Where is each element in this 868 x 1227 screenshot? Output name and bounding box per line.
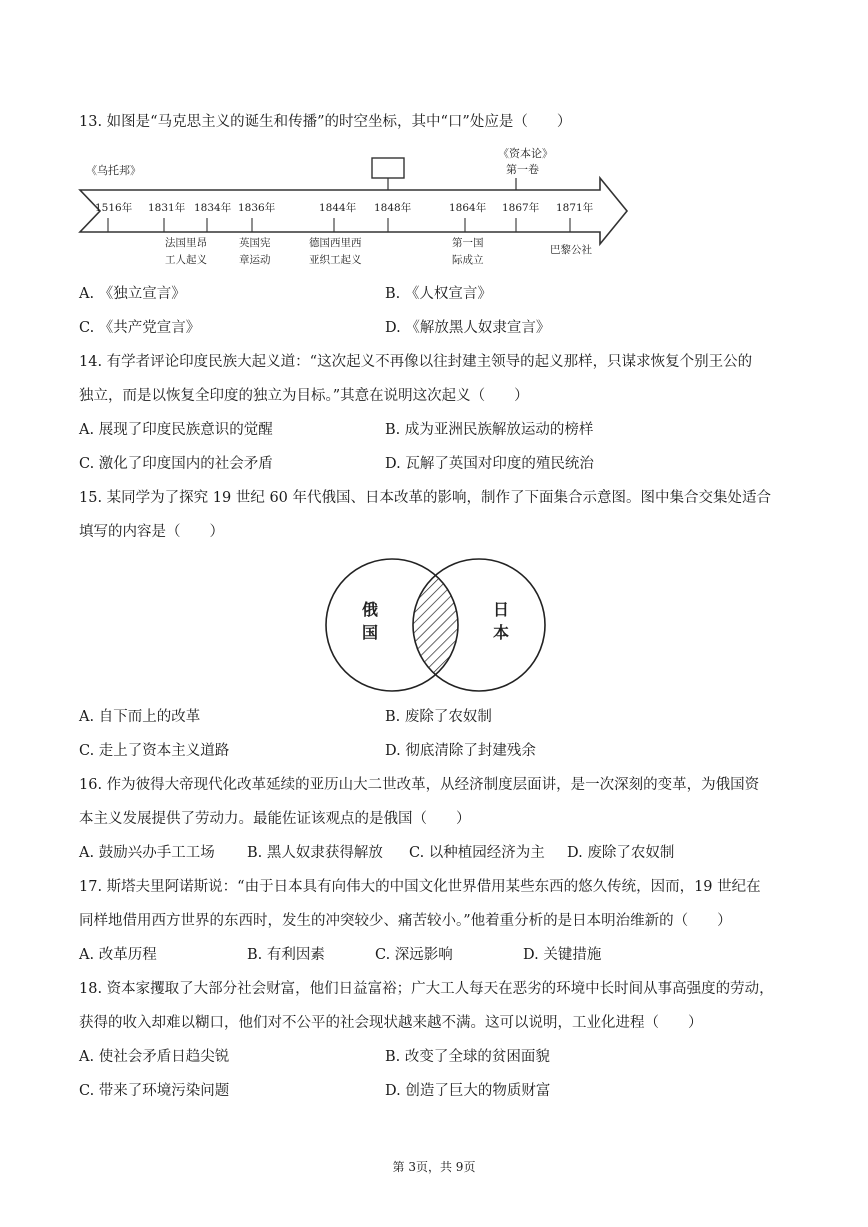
q14-stem-line1: 14. 有学者评论印度民族大起义道：“这次起义不再像以往封建主领导的起义那样，只谋求恢复个别王公的 — [79, 354, 753, 370]
q15-option-b[interactable]: B. 废除了农奴制 — [385, 709, 492, 725]
q18-stem-line1: 18. 资本家攫取了大部分社会财富，他们日益富裕；广大工人每天在恶劣的环境中长时间从事高强度的劳动， — [79, 981, 774, 997]
venn-label-russia-2: 国 — [362, 623, 379, 642]
q15-option-d[interactable]: D. 彻底清除了封建残余 — [385, 743, 536, 759]
timeline-year: 1871年 — [556, 202, 594, 214]
q14-option-d[interactable]: D. 瓦解了英国对印度的殖民统治 — [385, 456, 594, 472]
timeline-event: 工人起义 — [165, 254, 207, 266]
q15-option-a[interactable]: A. 自下而上的改革 — [79, 709, 201, 725]
timeline-label-capital-vol: 第一卷 — [506, 163, 539, 176]
timeline-label-utopia: 《乌托邦》 — [86, 164, 141, 177]
q16-option-d[interactable]: D. 废除了农奴制 — [567, 845, 675, 861]
q18-stem-line2: 获得的收入却难以糊口，他们对不公平的社会现状越来越不满。这可以说明，工业化进程（ ） — [79, 1015, 703, 1031]
q17-option-b[interactable]: B. 有利因素 — [247, 947, 325, 963]
q15-venn-diagram — [322, 556, 552, 696]
q13-option-d[interactable]: D. 《解放黑人奴隶宣言》 — [385, 320, 551, 336]
timeline-event: 英国宪 — [239, 237, 271, 249]
q18-option-c[interactable]: C. 带来了环境污染问题 — [79, 1083, 230, 1099]
q13-stem: 13. 如图是“马克思主义的诞生和传播”的时空坐标，其中“口”处应是（ ） — [79, 114, 572, 130]
q14-option-a[interactable]: A. 展现了印度民族意识的觉醒 — [79, 422, 273, 438]
page-footer: 第 3页，共 9页 — [392, 1160, 476, 1174]
q13-timeline — [78, 142, 630, 272]
q16-stem-line1: 16. 作为彼得大帝现代化改革延续的亚历山大二世改革，从经济制度层面讲，是一次深刻的变革，为俄国资 — [79, 777, 760, 793]
timeline-event: 法国里昂 — [165, 237, 207, 249]
timeline-year: 1516年 — [95, 202, 133, 214]
timeline-year: 1834年 — [194, 202, 232, 214]
timeline-event: 巴黎公社 — [550, 244, 592, 256]
timeline-event: 第一国 — [452, 237, 484, 249]
q16-option-a[interactable]: A. 鼓励兴办手工工场 — [79, 845, 215, 861]
timeline-event: 亚织工起义 — [309, 254, 362, 266]
venn-label-japan-1: 日 — [493, 600, 510, 619]
q17-stem-line1: 17. 斯塔夫里阿诺斯说：“由于日本具有向伟大的中国文化世界借用某些东西的悠久传统，因而，19 世纪在 — [79, 879, 761, 895]
q16-stem-line2: 本主义发展提供了劳动力。最能佐证该观点的是俄国（ ） — [79, 811, 471, 827]
q18-option-a[interactable]: A. 使社会矛盾日趋尖锐 — [79, 1049, 230, 1065]
q17-stem-line2: 同样地借用西方世界的东西时，发生的冲突较少、痛苦较小。”他着重分析的是日本明治维新的（ ） — [79, 913, 732, 929]
timeline-event: 德国西里西 — [309, 237, 362, 249]
q15-stem-line2: 填写的内容是（ ） — [79, 524, 224, 540]
q15-stem-line1: 15. 某同学为了探究 19 世纪 60 年代俄国、日本改革的影响，制作了下面集合示意图。图中集合交集处适合 — [79, 490, 772, 506]
q14-option-b[interactable]: B. 成为亚洲民族解放运动的榜样 — [385, 422, 594, 438]
q18-option-d[interactable]: D. 创造了巨大的物质财富 — [385, 1083, 551, 1099]
timeline-year: 1844年 — [319, 202, 357, 214]
q18-option-b[interactable]: B. 改变了全球的贫困面貌 — [385, 1049, 550, 1065]
timeline-year: 1836年 — [238, 202, 276, 214]
timeline-year: 1848年 — [374, 202, 412, 214]
q17-option-c[interactable]: C. 深远影响 — [375, 947, 453, 963]
q14-option-c[interactable]: C. 激化了印度国内的社会矛盾 — [79, 456, 273, 472]
timeline-blank-box — [372, 158, 404, 178]
q16-option-b[interactable]: B. 黑人奴隶获得解放 — [247, 845, 383, 861]
venn-label-russia-1: 俄 — [362, 600, 379, 619]
timeline-label-capital: 《资本论》 — [498, 147, 553, 160]
q13-option-b[interactable]: B. 《人权宣言》 — [385, 286, 492, 302]
timeline-year: 1867年 — [502, 202, 540, 214]
q17-option-a[interactable]: A. 改革历程 — [79, 947, 157, 963]
timeline-year: 1864年 — [449, 202, 487, 214]
q17-option-d[interactable]: D. 关键措施 — [523, 947, 602, 963]
timeline-event: 章运动 — [239, 254, 271, 266]
q15-option-c[interactable]: C. 走上了资本主义道路 — [79, 743, 230, 759]
timeline-year: 1831年 — [148, 202, 186, 214]
q14-stem-line2: 独立，而是以恢复全印度的独立为目标。”其意在说明这次起义（ ） — [79, 388, 529, 404]
q13-option-a[interactable]: A. 《独立宣言》 — [79, 286, 186, 302]
q16-option-c[interactable]: C. 以种植园经济为主 — [409, 845, 545, 861]
timeline-event: 际成立 — [452, 254, 484, 266]
q13-option-c[interactable]: C. 《共产党宣言》 — [79, 320, 201, 336]
venn-label-japan-2: 本 — [493, 623, 510, 642]
